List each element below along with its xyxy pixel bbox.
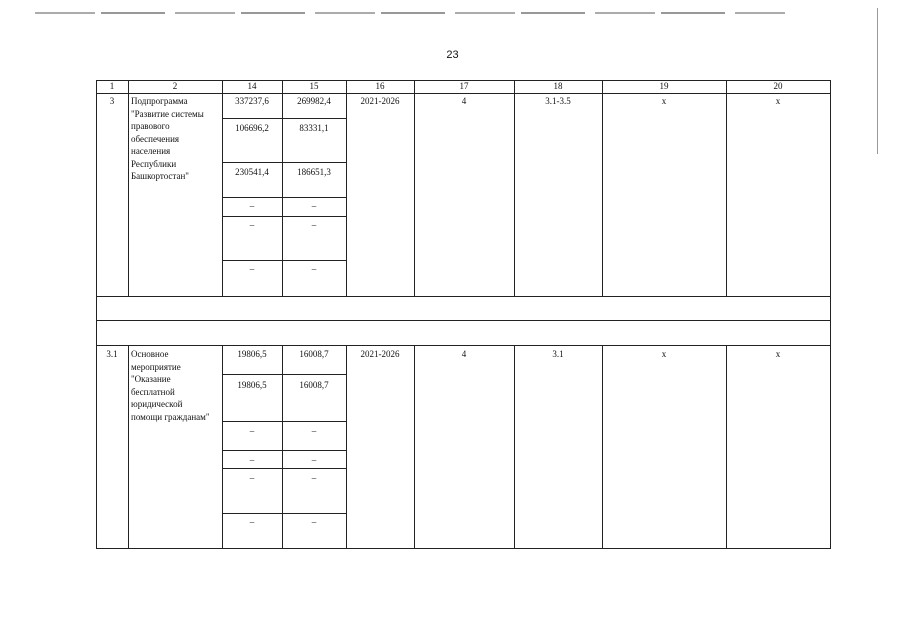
subrow-divider (222, 118, 347, 119)
col17-cell: 4 (461, 349, 467, 359)
header-col-1: 1 (109, 81, 115, 91)
amount-cell: – (249, 517, 255, 527)
col-divider (514, 345, 515, 549)
row-name-line: Подпрограмма (131, 96, 188, 106)
amount-cell: 16008,7 (299, 380, 329, 390)
period-cell: 2021-2026 (360, 96, 400, 106)
table-border-right (830, 80, 831, 549)
header-col-19: 19 (659, 81, 669, 91)
amount-cell: 19806,5 (237, 349, 267, 359)
col-divider (414, 345, 415, 549)
amount-cell: – (311, 264, 317, 274)
amount-cell: 186651,3 (297, 167, 331, 177)
row-name-line: "Оказание (131, 374, 171, 384)
row-number: 3 (109, 96, 115, 106)
col17-cell: 4 (461, 96, 467, 106)
header-col-15: 15 (309, 81, 319, 91)
col-divider (128, 345, 129, 549)
subrow-divider (222, 513, 347, 514)
row-divider (96, 320, 831, 321)
header-divider (96, 93, 831, 94)
header-col-14: 14 (247, 81, 257, 91)
amount-cell: 19806,5 (237, 380, 267, 390)
subrow-divider (222, 450, 347, 451)
col-divider (726, 80, 727, 297)
amount-cell: 269982,4 (297, 96, 331, 106)
page-number: 23 (446, 49, 459, 61)
subrow-divider (222, 260, 347, 261)
row-number: 3.1 (106, 349, 118, 359)
amount-cell: – (249, 473, 255, 483)
subrow-divider (222, 197, 347, 198)
header-col-20: 20 (773, 81, 783, 91)
row-name-line: правового (131, 121, 170, 131)
row-name-line: "Развитие системы (131, 108, 204, 119)
col-divider (602, 345, 603, 549)
row-divider (96, 345, 831, 346)
col18-cell: 3.1-3.5 (545, 96, 571, 106)
subrow-divider (222, 162, 347, 163)
amount-cell: – (249, 455, 255, 465)
amount-cell: 230541,4 (235, 167, 269, 177)
scan-artifact-line (35, 12, 785, 14)
col-divider (346, 80, 347, 297)
header-col-18: 18 (553, 81, 563, 91)
row-name-line: обеспечения (131, 133, 180, 144)
row-name-line: Республики (131, 158, 177, 169)
col-divider (602, 80, 603, 297)
row-name-line: мероприятие (131, 361, 181, 372)
subrow-divider (222, 468, 347, 469)
row-name (131, 95, 223, 183)
amount-cell: – (311, 220, 317, 230)
amount-cell: – (311, 473, 317, 483)
row-name-line: Основное (131, 349, 169, 359)
period-cell: 2021-2026 (360, 349, 400, 359)
header-col-17: 17 (459, 81, 469, 91)
table-border-bottom (96, 548, 831, 549)
row-name (131, 348, 225, 423)
col19-cell: x (661, 349, 667, 359)
amount-cell: – (249, 264, 255, 274)
amount-cell: 106696,2 (235, 123, 269, 133)
amount-cell: – (311, 517, 317, 527)
header-col-16: 16 (375, 81, 385, 91)
col-divider (414, 80, 415, 297)
table-border-left (96, 80, 97, 549)
col19-cell: x (661, 96, 667, 106)
col20-cell: x (775, 349, 781, 359)
amount-cell: – (311, 455, 317, 465)
row-name-line: населения (131, 146, 171, 156)
subrow-divider (222, 216, 347, 217)
amount-cell: 337237,6 (235, 96, 269, 106)
row-name-line: помощи гражданам" (131, 411, 210, 422)
subrow-divider (222, 421, 347, 422)
amount-cell: 16008,7 (299, 349, 329, 359)
scan-artifact-edge (877, 8, 878, 154)
amount-cell: – (249, 201, 255, 211)
row-name-line: бесплатной (131, 386, 175, 397)
col18-cell: 3.1 (552, 349, 564, 359)
col-divider (346, 345, 347, 549)
amount-cell: – (311, 426, 317, 436)
col-divider (726, 345, 727, 549)
col20-cell: x (775, 96, 781, 106)
col-divider (514, 80, 515, 297)
amount-cell: – (249, 426, 255, 436)
col-divider (128, 80, 129, 297)
amount-cell: – (249, 220, 255, 230)
amount-cell: – (311, 201, 317, 211)
row-name-line: Башкортостан" (131, 171, 189, 181)
row-divider (96, 296, 831, 297)
header-col-2: 2 (172, 81, 178, 91)
row-name-line: юридической (131, 399, 183, 409)
subrow-divider (222, 374, 347, 375)
amount-cell: 83331,1 (299, 123, 329, 133)
